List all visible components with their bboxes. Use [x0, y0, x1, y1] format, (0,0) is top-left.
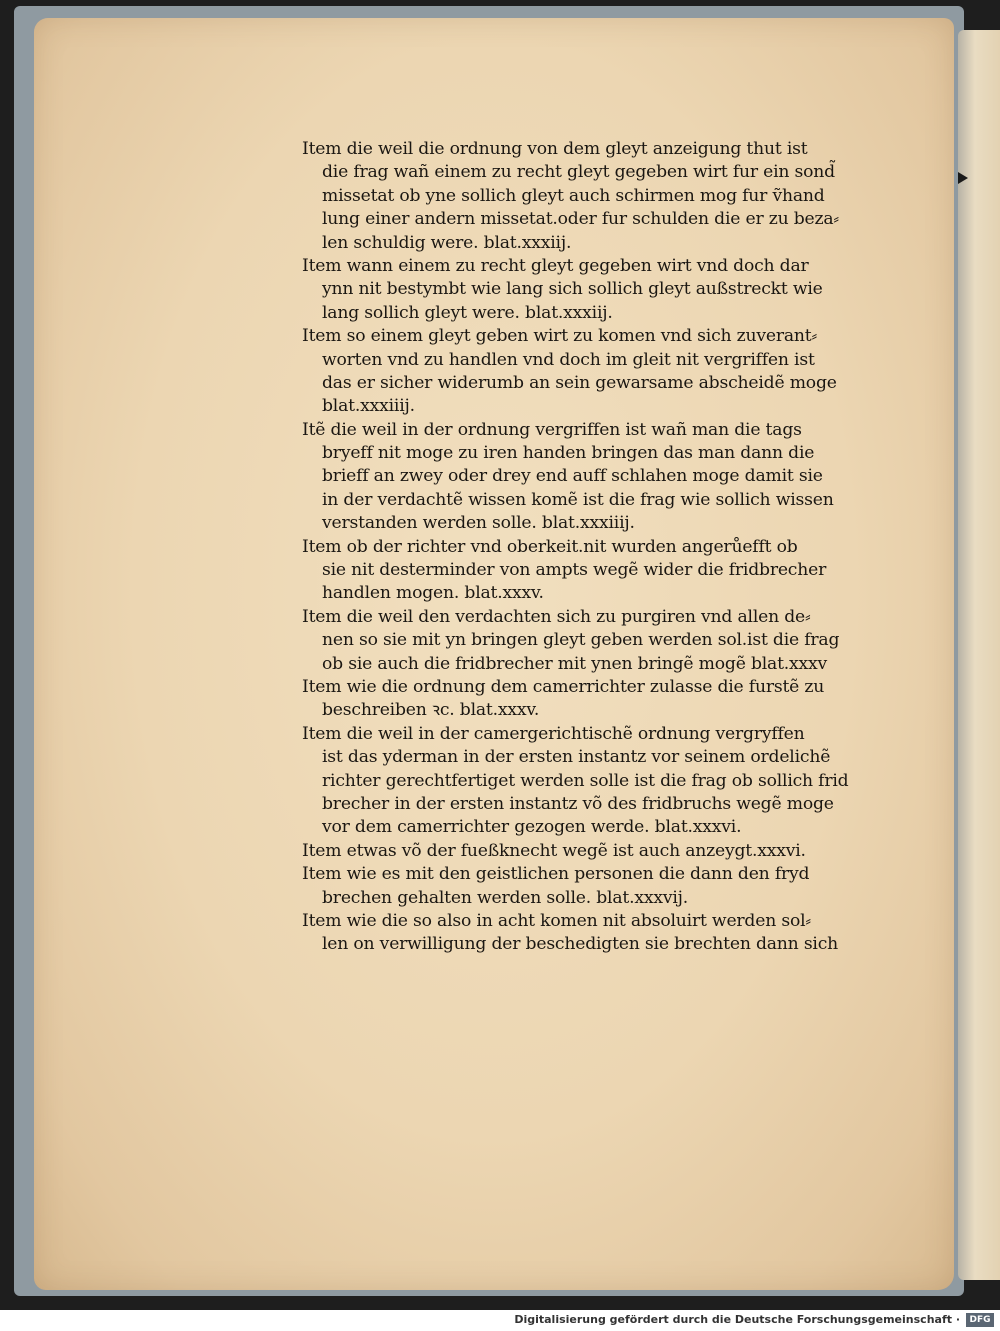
text-line: brechen gehalten werden solle. blat.xxxvij.: [322, 887, 689, 908]
text-line: worten vnd zu handlen vnd doch im gleit nit vergriffen ist: [322, 349, 815, 370]
text-line: beschreiben ꝛc. blat.xxxv.: [322, 700, 540, 721]
text-line: brecher in der ersten instantz võ des fridbruchs wegẽ moge: [322, 793, 834, 814]
text-line: die frag wañ einem zu recht gleyt gegeben wirt fur ein sond̃: [322, 162, 835, 183]
text-line: verstanden werden solle. blat.xxxiiij.: [322, 513, 635, 534]
text-line: lang sollich gleyt were. blat.xxxiij.: [322, 302, 613, 323]
text-line: Item die weil in der camergerichtischẽ ordnung vergryffen: [302, 723, 805, 744]
text-line: nen so sie mit yn bringen gleyt geben werden sol.ist die frag: [322, 630, 840, 651]
text-line: richter gerechtfertiget werden solle ist die frag ob sollich frid: [322, 770, 849, 791]
text-line: Item ob der richter vnd oberkeit.nit wurden angerůefft ob: [302, 536, 798, 557]
text-line: Item die weil den verdachten sich zu purgiren vnd allen de⸗: [302, 606, 811, 627]
text-line: lung einer andern missetat.oder fur schulden die er zu beza⸗: [322, 209, 839, 230]
text-line: brieff an zwey oder drey end auff schlahen moge damit sie: [322, 466, 823, 487]
facing-page-edge: [958, 30, 1000, 1280]
footer-bar: [0, 1310, 1000, 1331]
page-text-block: [302, 138, 862, 957]
dfg-logo: DFG: [966, 1313, 994, 1327]
text-line: Item wie die ordnung dem camerrichter zulasse die furstẽ zu: [302, 676, 825, 697]
text-line: blat.xxxiiij.: [322, 396, 415, 417]
text-line: das er sicher widerumb an sein gewarsame abscheidẽ moge: [322, 372, 837, 393]
text-line: missetat ob yne sollich gleyt auch schirmen mog fur ṽhand: [322, 185, 825, 206]
footer-credit: Digitalisierung gefördert durch die Deutsche Forschungsgemeinschaft ·: [514, 1313, 960, 1326]
text-line: Item wann einem zu recht gleyt gegeben wirt vnd doch dar: [302, 255, 809, 276]
text-line: Item wie es mit den geistlichen personen die dann den fryd: [302, 864, 810, 885]
text-line: sie nit desterminder von ampts wegẽ wider die fridbrecher: [322, 560, 827, 581]
text-line: Item wie die so also in acht komen nit absoluirt werden sol⸗: [302, 910, 811, 931]
text-line: Item so einem gleyt geben wirt zu komen vnd sich zuverant⸗: [302, 326, 818, 347]
text-line: len schuldig were. blat.xxxiij.: [322, 232, 572, 253]
text-line: Item die weil die ordnung von dem gleyt anzeigung thut ist: [302, 139, 808, 159]
text-line: bryeff nit moge zu iren handen bringen das man dann die: [322, 443, 815, 464]
text-line: Item etwas võ der fueßknecht wegẽ ist auch anzeygt.xxxvi.: [302, 840, 806, 861]
text-line: in der verdachtẽ wissen komẽ ist die frag wie sollich wissen: [322, 489, 834, 510]
text-line: Itẽ die weil in der ordnung vergriffen ist wañ man die tags: [302, 419, 802, 440]
text-line: len on verwilligung der beschedigten sie brechten dann sich: [322, 934, 839, 955]
text-line: ist das yderman in der ersten instantz vor seinem ordelichẽ: [322, 747, 831, 768]
text-line: handlen mogen. blat.xxxv.: [322, 583, 544, 604]
text-line: ynn nit bestymbt wie lang sich sollich gleyt außstreckt wie: [322, 279, 823, 300]
text-line: vor dem camerrichter gezogen werde. blat.xxxvi.: [322, 817, 742, 838]
page-marker-arrow-icon: [958, 172, 968, 184]
text-line: ob sie auch die fridbrecher mit ynen bringẽ mogẽ blat.xxxv: [322, 653, 828, 674]
